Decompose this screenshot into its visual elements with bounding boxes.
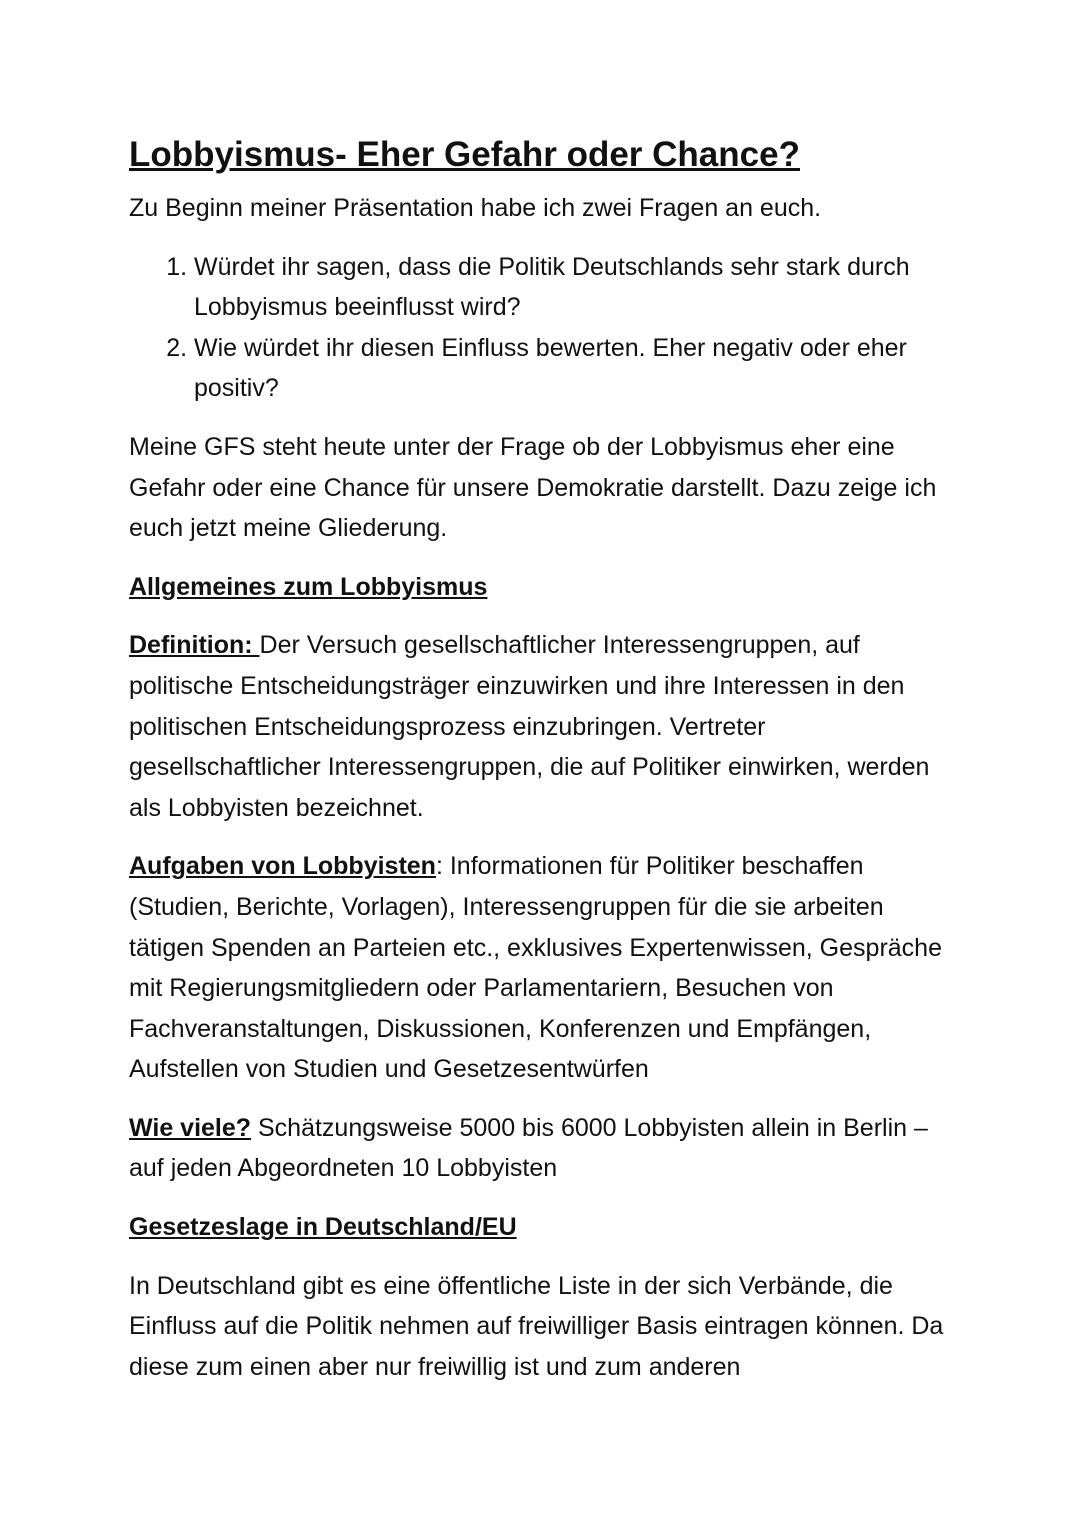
- question-list: [129, 247, 959, 409]
- definition-text: Der Versuch gesellschaftlicher Interessengruppen, auf politische Entscheidungsträger einzuwirken und ihre Interessen in den politischen Entscheidungsprozess einzubringen. Vertreter gesellschaftlicher Interessengruppen, die auf Politiker einwirken, werden als Lobbyisten bezeichnet.: [129, 631, 930, 822]
- intro: Zu Beginn meiner Präsentation habe ich zwei Fragen an euch.: [129, 194, 822, 222]
- list-item: 1. Würdet ihr sagen, dass die Politik Deutschlands sehr stark durch Lobbyismus beeinflusst wird?: [194, 247, 959, 328]
- tasks-paragraph: [129, 846, 959, 1090]
- definition-paragraph: [129, 625, 959, 828]
- thesis: Meine GFS steht heute unter der Frage ob der Lobbyismus eher eine Gefahr oder eine Chance für unsere Demokratie darstellt. Dazu zeige ich euch jetzt meine Gliederung.: [129, 432, 937, 543]
- section-heading: Gesetzeslage in Deutschland/EU: [129, 1213, 517, 1242]
- count-text: Schätzungsweise 5000 bis 6000 Lobbyisten allein in Berlin –auf jeden Abgeordneten 10 Lobbyisten: [129, 1113, 928, 1183]
- count-paragraph: [129, 1108, 959, 1189]
- tasks-text: : Informationen für Politiker beschaffen (Studien, Berichte, Vorlagen), Interessengruppen für die sie arbeiten tätigen Spenden an Parteien etc., exklusives Expertenwissen, Gespräche mit Regierungsmitgliedern oder Parlamentariern, Besuchen von Fachveranstaltungen, Diskussionen, Konferenzen und Empfängen, Aufstellen von Studien und Gesetzesentwürfen: [129, 852, 942, 1084]
- section-heading: Allgemeines zum Lobbyismus: [129, 572, 488, 601]
- law-paragraph: In Deutschland gibt es eine öffentliche Liste in der sich Verbände, die Einfluss auf die Politik nehmen auf freiwilliger Basis eintragen können. Da diese zum einen aber nur freiwillig ist und zum anderen: [129, 1271, 944, 1381]
- tasks-label: Aufgaben von Lobbyisten: [129, 852, 436, 881]
- list-item: 2. Wie würdet ihr diesen Einfluss bewerten. Eher negativ oder eher positiv?: [194, 328, 959, 409]
- page-title: Lobbyismus- Eher Gefahr oder Chance?: [129, 135, 800, 174]
- count-label: Wie viele?: [129, 1113, 252, 1142]
- definition-label: Definition:: [129, 631, 260, 660]
